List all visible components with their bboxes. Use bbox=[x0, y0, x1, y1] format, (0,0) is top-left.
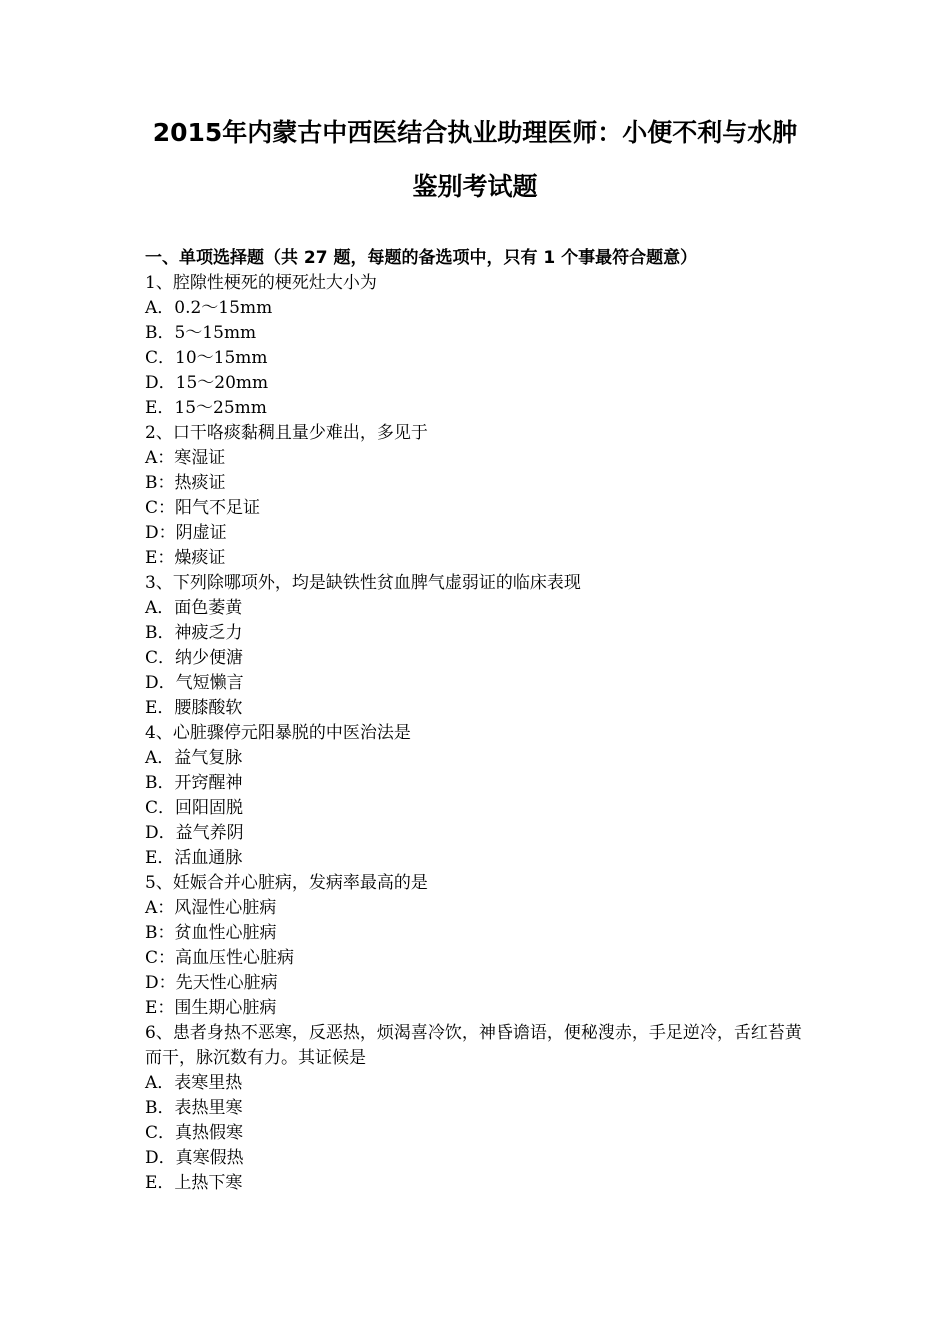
question-1-option-d: D．15～20mm bbox=[145, 373, 269, 393]
question-3-stem: 3、下列除哪项外，均是缺铁性贫血脾气虚弱证的临床表现 bbox=[145, 573, 581, 593]
question-1-stem: 1、腔隙性梗死的梗死灶大小为 bbox=[145, 273, 377, 293]
question-5-option-c: C：高血压性心脏病 bbox=[145, 948, 295, 968]
question-4-option-e: E．活血通脉 bbox=[145, 848, 243, 868]
question-1-option-c: C．10～15mm bbox=[145, 348, 268, 368]
question-3-option-a: A．面色萎黄 bbox=[145, 598, 243, 618]
question-2-option-c: C：阳气不足证 bbox=[145, 498, 261, 518]
question-6-option-c: C．真热假寒 bbox=[145, 1123, 244, 1143]
question-3-option-e: E．腰膝酸软 bbox=[145, 698, 243, 718]
question-3-option-c: C．纳少便溏 bbox=[145, 648, 244, 668]
question-2-option-d: D：阴虚证 bbox=[145, 523, 227, 543]
document-title-line-1: 2015年内蒙古中西医结合执业助理医师：小便不利与水肿 bbox=[152, 118, 798, 147]
question-5-option-d: D：先天性心脏病 bbox=[145, 973, 278, 993]
question-3-option-d: D．气短懒言 bbox=[145, 673, 244, 693]
question-6-option-b: B．表热里寒 bbox=[145, 1098, 243, 1118]
question-1-option-a: A．0.2～15mm bbox=[145, 298, 273, 318]
question-2-option-e: E：燥痰证 bbox=[145, 548, 226, 568]
question-6-option-a: A．表寒里热 bbox=[145, 1073, 243, 1093]
question-6-option-e: E．上热下寒 bbox=[145, 1173, 243, 1193]
question-4-option-b: B．开窍醒神 bbox=[145, 773, 243, 793]
question-1-option-e: E．15～25mm bbox=[145, 398, 267, 418]
question-5-option-b: B：贫血性心脏病 bbox=[145, 923, 277, 943]
question-4-option-a: A．益气复脉 bbox=[145, 748, 243, 768]
question-3-option-b: B．神疲乏力 bbox=[145, 623, 243, 643]
question-6-option-d: D．真寒假热 bbox=[145, 1148, 244, 1168]
question-2-stem: 2、口干咯痰黏稠且量少难出，多见于 bbox=[145, 423, 428, 443]
document-body bbox=[145, 246, 815, 1196]
question-4-stem: 4、心脏骤停元阳暴脱的中医治法是 bbox=[145, 723, 411, 743]
question-5-option-a: A：风湿性心脏病 bbox=[145, 898, 277, 918]
question-4-option-c: C．回阳固脱 bbox=[145, 798, 244, 818]
question-2-option-b: B：热痰证 bbox=[145, 473, 226, 493]
question-5-option-e: E：围生期心脏病 bbox=[145, 998, 277, 1018]
question-2-option-a: A：寒湿证 bbox=[145, 448, 226, 468]
document-title-line-2: 鉴别考试题 bbox=[412, 172, 538, 201]
question-5-stem: 5、妊娠合并心脏病，发病率最高的是 bbox=[145, 873, 428, 893]
question-6-stem: 6、患者身热不恶寒，反恶热，烦渴喜冷饮，神昏谵语，便秘溲赤，手足逆冷，舌红苔黄而干，脉沉数有力。其证候是 bbox=[145, 1023, 802, 1068]
question-4-option-d: D．益气养阴 bbox=[145, 823, 244, 843]
section-heading: 一、单项选择题（共 27 题，每题的备选项中，只有 1 个事最符合题意） bbox=[145, 248, 698, 268]
question-1-option-b: B．5～15mm bbox=[145, 323, 257, 343]
